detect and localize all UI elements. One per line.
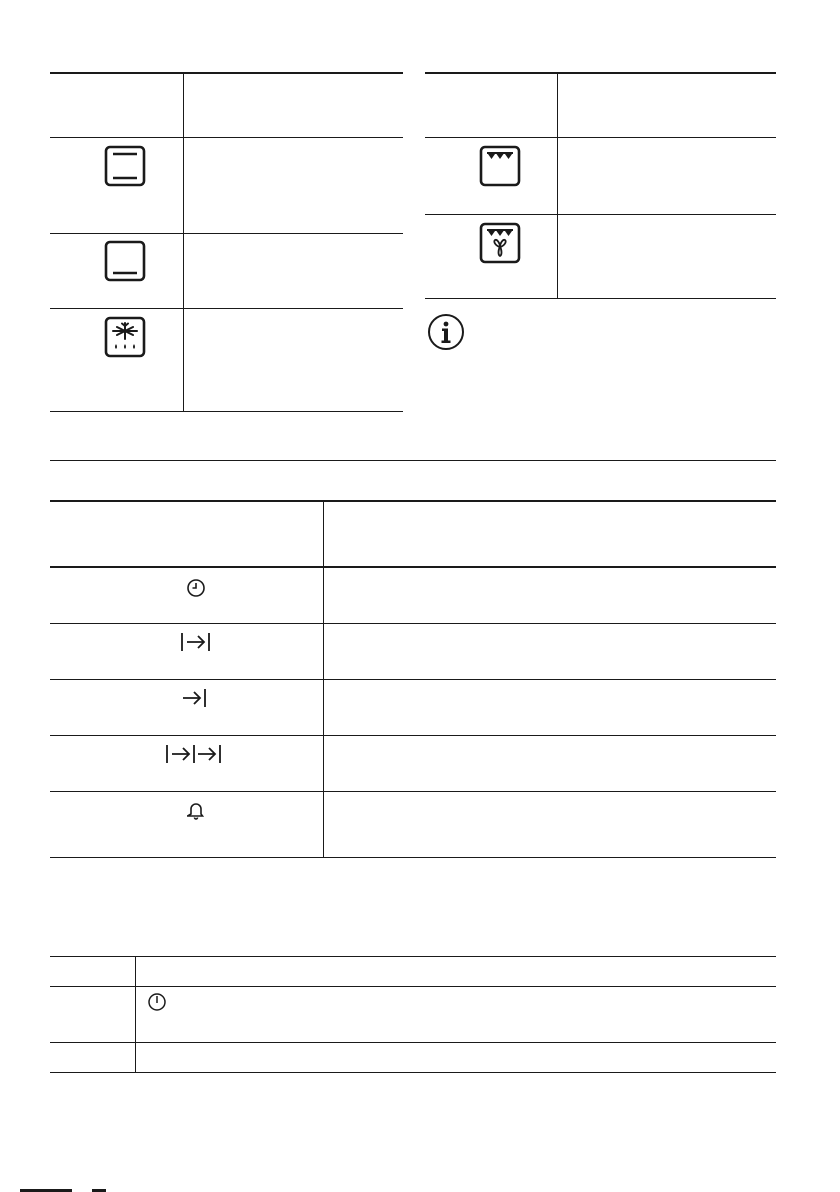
clock-icon [186,578,206,598]
turbo-grill-icon [479,222,521,264]
table-row-rule [50,1042,776,1043]
power-timer-icon [147,992,167,1012]
table-top-rule [50,956,776,957]
table-bottom-rule [50,857,776,858]
table-row-rule [50,986,776,987]
table-row-rule [50,735,776,736]
table-row-rule [50,233,403,234]
table-column-divider [183,73,184,411]
table-row-rule [50,679,776,680]
table-column-divider [557,73,558,298]
table-row-rule [425,214,776,215]
table-header-rule [50,137,403,138]
time-delay-icon [165,744,223,764]
bottom-heat-top-heat-icon [104,145,146,187]
grill-icon [479,145,521,187]
table-row-rule [50,791,776,792]
table-bottom-rule [50,1072,776,1073]
table-bottom-rule [425,298,776,299]
section-separator [50,460,776,461]
bottom-heat-icon [104,240,146,282]
table-top-rule [425,72,776,74]
table-row-rule [50,308,403,309]
defrost-icon [104,316,146,358]
end-icon [182,688,208,708]
table-row-rule [50,623,776,624]
table-bottom-rule [50,411,403,412]
table-top-rule [50,500,776,502]
table-header-rule [425,137,776,138]
table-column-divider [135,957,136,1072]
table-top-rule [50,72,403,74]
minute-minder-icon [187,800,205,820]
table-column-divider [323,501,324,857]
info-icon [427,313,465,351]
duration-icon [180,632,212,652]
table-header-rule [50,566,776,568]
